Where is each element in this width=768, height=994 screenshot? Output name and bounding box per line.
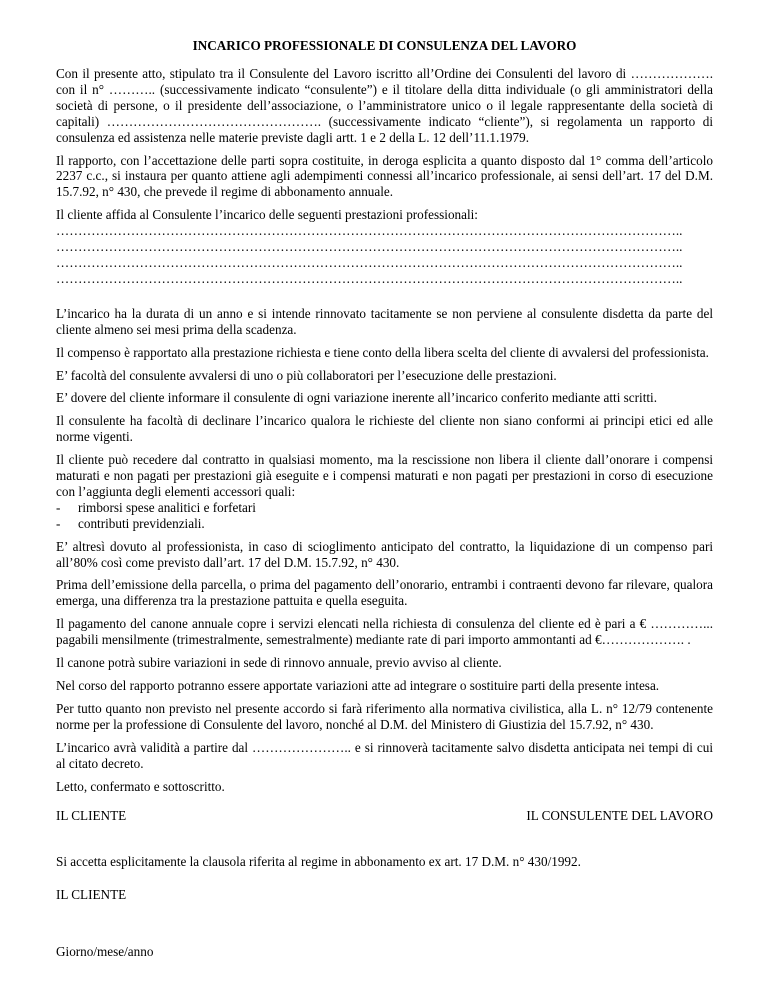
date-label: Giorno/mese/anno <box>56 944 154 960</box>
client-signature-label: IL CLIENTE <box>56 808 127 824</box>
accessory-list <box>56 500 713 532</box>
paragraph-decline: Il consulente ha facoltà di declinare l’incarico qualora le richieste del cliente non siano conformi ai principi etici ed alle norme vigenti. <box>56 413 713 445</box>
paragraph-invoice: Prima dell’emissione della parcella, o prima del pagamento dell’onorario, entrambi i contraenti devono far rilevare, qualora emerga, una differenza tra la prestazione pattuita e quella eseguita. <box>56 577 713 609</box>
list-item <box>56 516 713 532</box>
blank-line: …………………………………………………………………………………………………………………………….. <box>56 239 683 255</box>
paragraph-payment: Il pagamento del canone annuale copre i servizi elencati nella richiesta di consulenza del cliente ed è pari a € …………... pagabili mensilmente (trimestralmente, semestralmente) mediante rate di pari importo ammontanti ad €………………. . <box>56 616 713 648</box>
paragraph-client-duty: E’ dovere del cliente informare il consulente di ogni variazione inerente all’incarico conferito mediante atti scritti. <box>56 390 657 406</box>
paragraph-withdrawal: Il cliente può recedere dal contratto in qualsiasi momento, ma la rescissione non libera il cliente dall’onorare i compensi maturati e non pagati per prestazioni già eseguite e i compensi maturati e non pagati per prestazioni in corso di esecuzione con l’aggiunta degli elementi accessori quali: <box>56 452 713 499</box>
paragraph-parties: Con il presente atto, stipulato tra il Consulente del Lavoro iscritto all’Ordine dei Consulenti del lavoro di ………………. con il n° ……….. (successivamente indicato “consulente”) e il titolare della ditta individuale (o gli amministratori della società di persone, o il presidente dell’associazione, o l’amministratore unico o il legale rappresentante della società di capitali) …………………………………………. (successivamente indicato “cliente”), si regolamenta un rapporto di consulenza ed assistenza nelle materie previste dagli artt. 1 e 2 della L. 12 dell’11.1.1979. <box>56 66 713 145</box>
paragraph-duration: L’incarico ha la durata di un anno e si intende rinnovato tacitamente se non perviene al consulente disdetta da parte del cliente almeno sei mesi prima della scadenza. <box>56 305 713 337</box>
clause-client-signature-label: IL CLIENTE <box>56 887 127 903</box>
list-item-text: contributi previdenziali. <box>78 515 205 531</box>
document-page <box>56 38 713 967</box>
consultant-signature-label: IL CONSULENTE DEL LAVORO <box>526 808 713 824</box>
paragraph-collaborators: E’ facoltà del consulente avvalersi di uno o più collaboratori per l’esecuzione delle prestazioni. <box>56 367 557 383</box>
services-blank-lines <box>56 223 713 287</box>
bullet-dash: - <box>56 515 61 531</box>
paragraph-fee: Il compenso è rapportato alla prestazione richiesta e tiene conto della libera scelta del cliente di avvalersi del professionista. <box>56 344 709 360</box>
bullet-dash: - <box>56 499 61 515</box>
blank-line: …………………………………………………………………………………………………………………………….. <box>56 270 683 286</box>
blank-line: …………………………………………………………………………………………………………………………….. <box>56 254 683 270</box>
document-title: INCARICO PROFESSIONALE DI CONSULENZA DEL LAVORO <box>192 38 577 53</box>
paragraph-early-termination: E’ altresì dovuto al professionista, in caso di scioglimento anticipato del contratto, la liquidazione di un compenso pari all’80% così come previsto dall’art. 17 del D.M. 15.7.92, n° 430. <box>56 538 713 570</box>
paragraph-relationship: Il rapporto, con l’accettazione delle parti sopra costituite, in deroga esplicita a quanto disposto dal 1° comma dell’articolo 2237 c.c., si instaura per quanto attiene agli adempimenti connessi all’incarico professionale, ai sensi dell’art. 17 del D.M. 15.7.92, n° 430, che prevede il regime di abbonamento annuale. <box>56 152 713 200</box>
list-item-text: rimborsi spese analitici e forfetari <box>78 499 256 515</box>
paragraph-legal-reference: Per tutto quanto non previsto nel presente accordo si farà riferimento alla normativa civilistica, alla L. n° 12/79 contenente norme per la professione di Consulente del lavoro, nonché al D.M. del Ministero di Giustizia del 15.7.92, n° 430. <box>56 700 713 732</box>
paragraph-amendments: Nel corso del rapporto potranno essere apportate variazioni atte ad integrare o sostituire parti della presente intesa. <box>56 678 660 693</box>
blank-line: …………………………………………………………………………………………………………………………….. <box>56 223 683 239</box>
paragraph-validity: L’incarico avrà validità a partire dal ………………….. e si rinnoverà tacitamente salvo disdetta anticipata nei tempi di cui al citato decreto. <box>56 739 713 771</box>
paragraph-fee-variation: Il canone potrà subire variazioni in sede di rinnovo annuale, previo avviso al cliente. <box>56 655 502 671</box>
paragraph-services-intro: Il cliente affida al Consulente l’incarico delle seguenti prestazioni professionali: <box>56 207 478 223</box>
list-item <box>56 500 713 516</box>
signature-row <box>56 808 713 824</box>
paragraph-signed: Letto, confermato e sottoscritto. <box>56 778 225 794</box>
clause-acceptance: Si accetta esplicitamente la clausola riferita al regime in abbonamento ex art. 17 D.M. n° 430/1992. <box>56 854 581 870</box>
